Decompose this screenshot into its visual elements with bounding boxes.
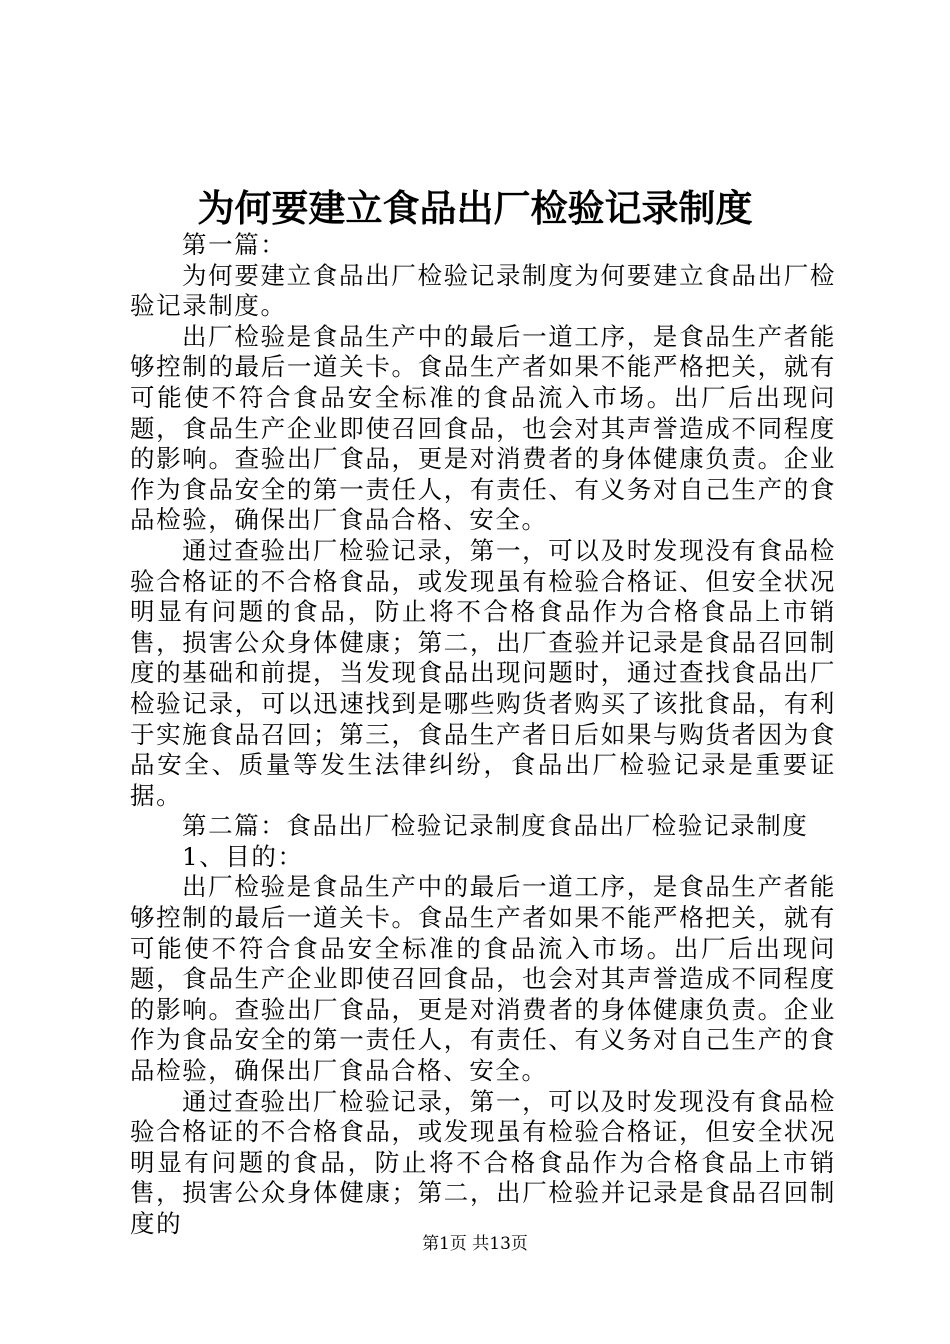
paragraph-inspection-purpose: 出厂检验是食品生产中的最后一道工序，是食品生产者能够控制的最后一道关卡。食品生产者如果不能严格把关，就有可能使不符合食品安全标准的食品流入市场。出厂后出现问题，食品生产企业即使召回食品，也会对其声誉造成不同程度的影响。查验出厂食品，更是对消费者的身体健康负责。企业作为食品安全的第一责任人，有责任、有义务对自己生产的食品检验，确保出厂食品合格、安全。	[130, 321, 836, 535]
paragraph-inspection-benefits: 通过查验出厂检验记录，第一，可以及时发现没有食品检验合格证的不合格食品，或发现虽有检验合格证、但安全状况明显有问题的食品，防止将不合格食品作为合格食品上市销售，损害公众身体健康；第二，出厂查验并记录是食品召回制度的基础和前提，当发现食品出现问题时，通过查找食品出厂检验记录，可以迅速找到是哪些购货者购买了该批食品，有利于实施食品召回；第三，食品生产者日后如果与购货者因为食品安全、质量等发生法律纠纷，食品出厂检验记录是重要证据。	[130, 535, 836, 810]
page-footer: 第1页 共13页	[422, 1234, 528, 1254]
document-body	[130, 230, 836, 1240]
paragraph-inspection-purpose-repeat: 出厂检验是食品生产中的最后一道工序，是食品生产者能够控制的最后一道关卡。食品生产者如果不能严格把关，就有可能使不符合食品安全标准的食品流入市场。出厂后出现问题，食品生产企业即使召回食品，也会对其声誉造成不同程度的影响。查验出厂食品，更是对消费者的身体健康负责。企业作为食品安全的第一责任人，有责任、有义务对自己生产的食品检验，确保出厂食品合格、安全。	[130, 872, 836, 1086]
paragraph-section-purpose: 1、目的：	[182, 841, 304, 871]
paragraph-intro: 为何要建立食品出厂检验记录制度为何要建立食品出厂检验记录制度。	[130, 260, 836, 321]
paragraph-inspection-benefits-repeat: 通过查验出厂检验记录，第一，可以及时发现没有食品检验合格证的不合格食品，或发现虽有检验合格证，但安全状况明显有问题的食品，防止将不合格食品作为合格食品上市销售，损害公众身体健康；第二，出厂检验并记录是食品召回制度的	[130, 1086, 836, 1238]
paragraph-part-two-heading: 第二篇：食品出厂检验记录制度食品出厂检验记录制度	[182, 811, 809, 841]
document-title: 为何要建立食品出厂检验记录制度	[197, 187, 753, 230]
paragraph-part-one-heading: 第一篇：	[182, 230, 287, 259]
